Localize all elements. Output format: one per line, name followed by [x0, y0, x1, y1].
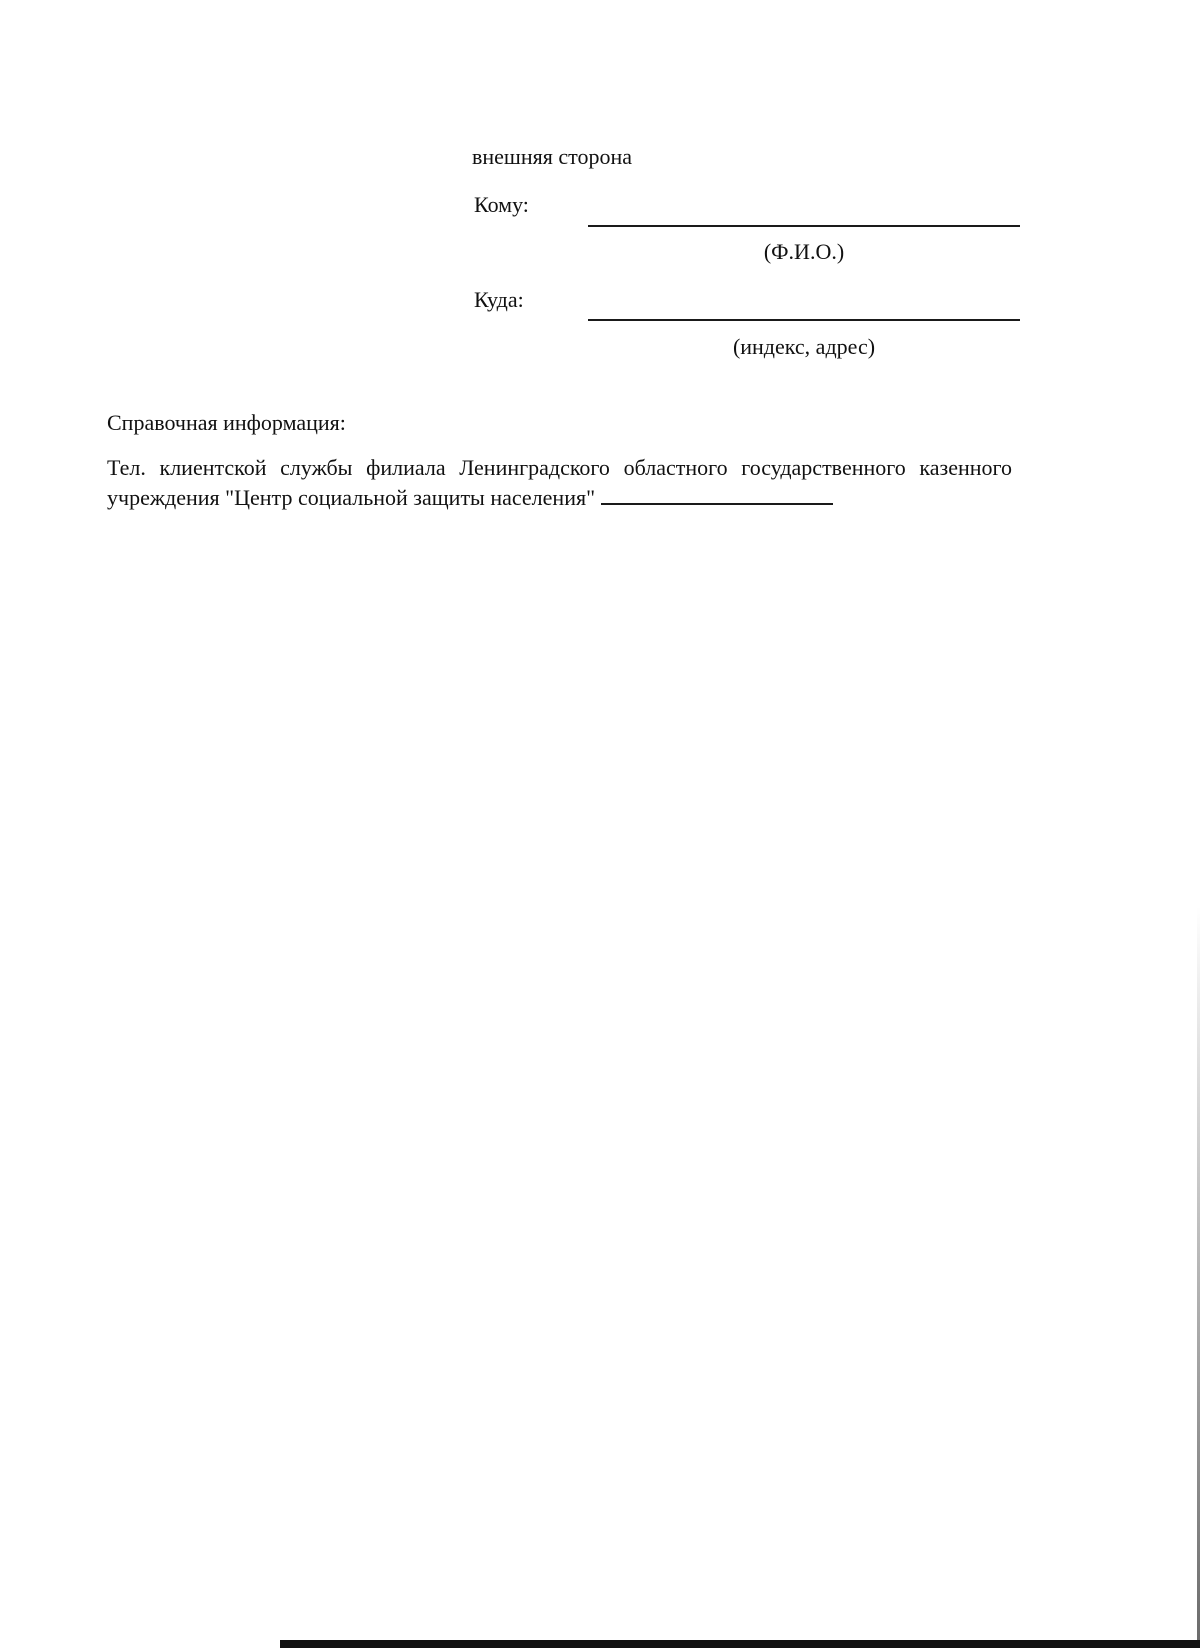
where-label: Куда: — [474, 287, 524, 312]
scan-edge-bottom — [280, 1640, 1200, 1648]
side-label: внешняя сторона — [472, 144, 633, 169]
to-fill-line — [588, 225, 1020, 227]
where-caption: (индекс, адрес) — [732, 334, 876, 359]
phone-fill-line — [601, 483, 833, 505]
reference-paragraph — [107, 453, 1012, 513]
where-fill-line — [588, 319, 1020, 321]
to-caption: (Ф.И.О.) — [763, 239, 845, 264]
reference-heading: Справочная информация: — [107, 410, 346, 435]
reference-text: Тел. клиентской службы филиала Ленинградского областного государственного казенного учреждения "Центр социальной защиты населения" — [107, 455, 1012, 510]
to-label: Кому: — [474, 192, 529, 217]
